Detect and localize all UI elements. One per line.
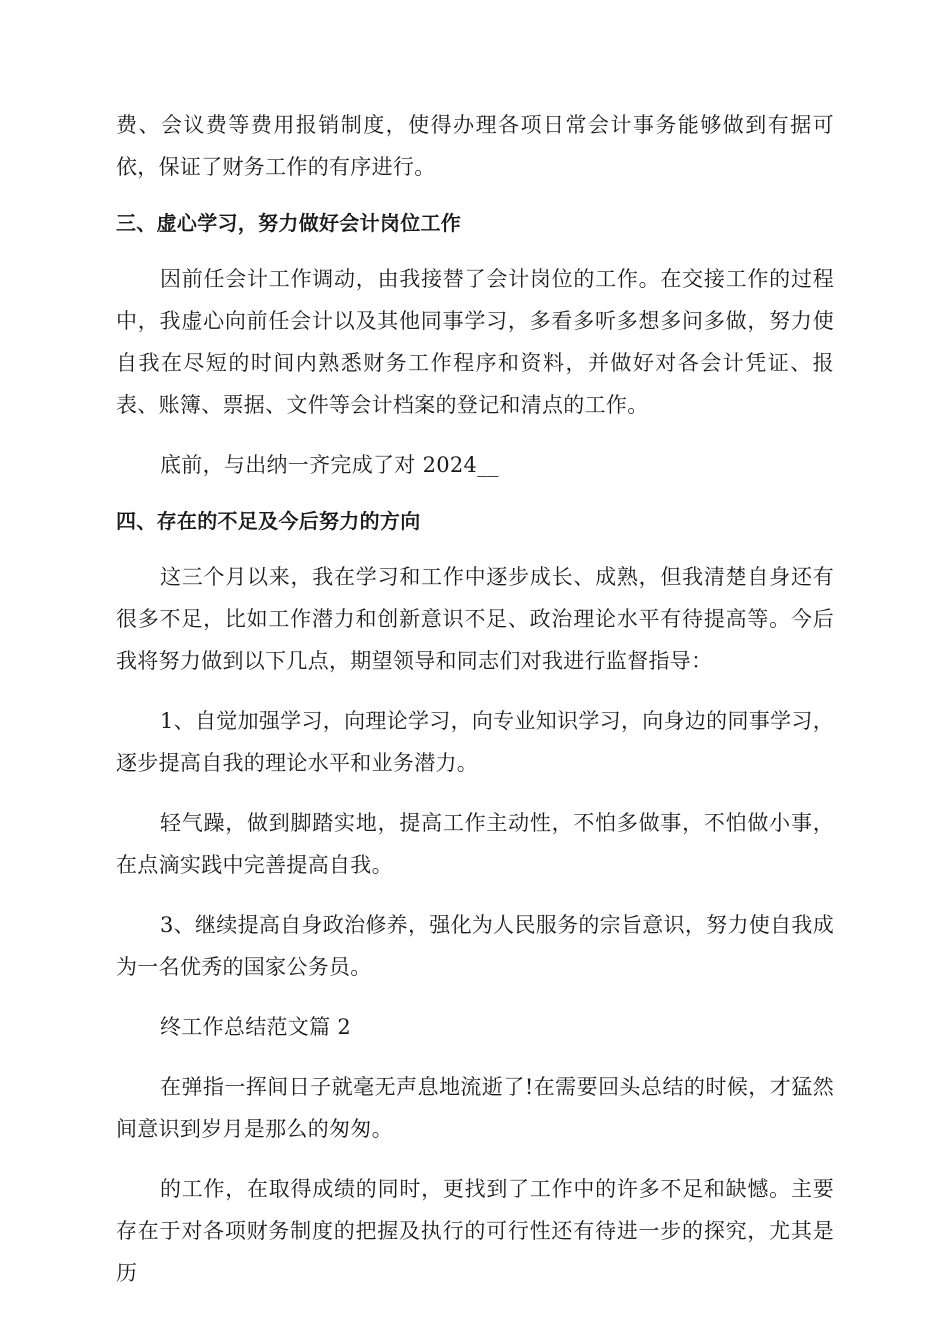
paragraph-time-flies: 在弹指一挥间日子就毫无声息地流逝了!在需要回头总结的时候，才猛然间意识到岁月是那么的匆匆。 — [116, 1075, 834, 1141]
article-title-2: 终工作总结范文篇 2 — [160, 1015, 352, 1039]
list-item-3: 3、继续提高自身政治修养，强化为人民服务的宗旨意识，努力使自我成为一名优秀的国家公务员。 — [116, 913, 834, 979]
paragraph-self-assessment: 这三个月以来，我在学习和工作中逐步成长、成熟，但我清楚自身还有很多不足，比如工作潜力和创新意识不足、政治理论水平有待提高等。今后我将努力做到以下几点，期望领导和同志们对我进行监督指导： — [116, 565, 834, 673]
document-body — [116, 104, 834, 1294]
paragraph-handover: 因前任会计工作调动，由我接替了会计岗位的工作。在交接工作的过程中，我虚心向前任会计以及其他同事学习，多看多听多想多问多做，努力使自我在尽短的时间内熟悉财务工作程序和资料，并做好对各会计凭证、报表、账簿、票据、文件等会计档案的登记和清点的工作。 — [116, 267, 834, 417]
list-item-2: 轻气躁，做到脚踏实地，提高工作主动性，不怕多做事，不怕做小事，在点滴实践中完善提高自我。 — [116, 811, 834, 877]
paragraph-expense-policy: 费、会议费等费用报销制度，使得办理各项日常会计事务能够做到有据可依，保证了财务工作的有序进行。 — [116, 113, 834, 179]
section-heading-shortcomings: 四、存在的不足及今后努力的方向 — [116, 509, 421, 533]
paragraph-work-review: 的工作，在取得成绩的同时，更找到了工作中的许多不足和缺憾。主要存在于对各项财务制度的把握及执行的可行性还有待进一步的探究，尤其是历 — [116, 1177, 834, 1285]
section-heading-learning: 三、虚心学习，努力做好会计岗位工作 — [116, 211, 462, 235]
paragraph-year-end: 底前，与出纳一齐完成了对 2024__ — [160, 453, 499, 477]
list-item-1: 1、自觉加强学习，向理论学习，向专业知识学习，向身边的同事学习，逐步提高自我的理论水平和业务潜力。 — [116, 709, 834, 775]
